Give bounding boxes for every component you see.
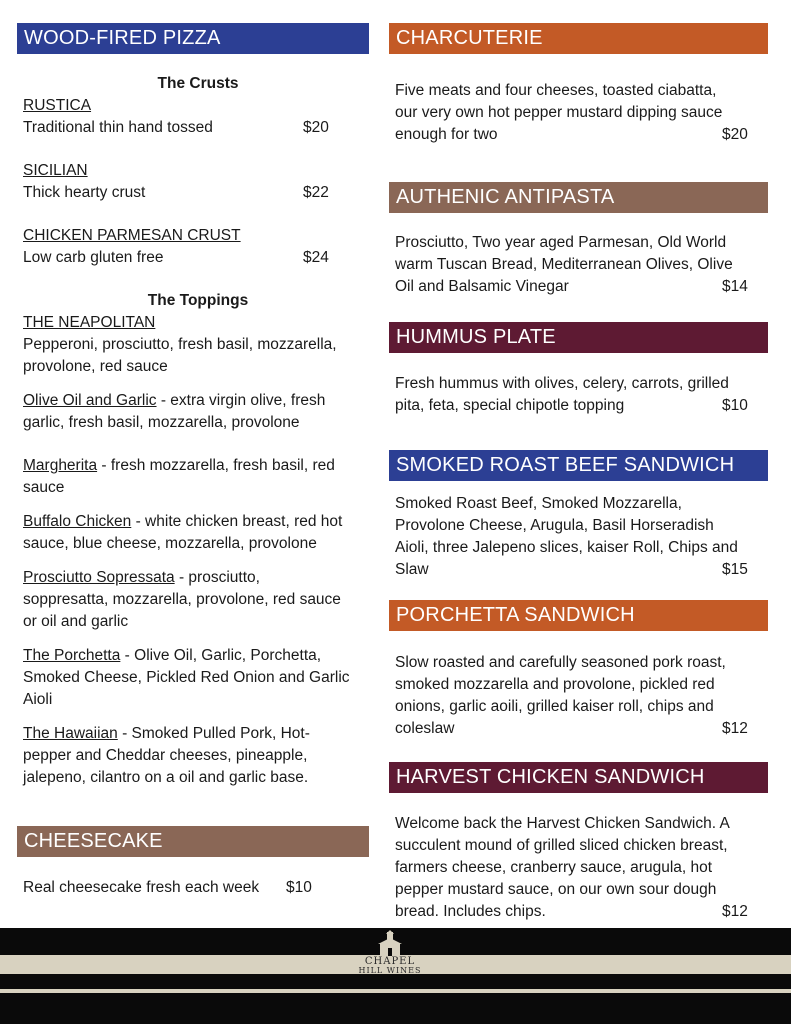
cheesecake-desc: Real cheesecake fresh each week xyxy=(23,879,260,896)
crust-chicken-parmesan-price: $24 xyxy=(303,249,329,266)
charcuterie-header: CHARCUTERIE xyxy=(389,23,768,54)
cheesecake-header: CHEESECAKE xyxy=(17,826,369,857)
topping-sopressata-desc: - prosciutto, xyxy=(174,569,260,586)
topping-hawaiian-line1 xyxy=(23,723,310,745)
topping-buffalo-name: Buffalo Chicken xyxy=(23,513,132,530)
crust-sicilian-desc: Thick hearty crust xyxy=(23,184,146,201)
toppings-title: The Toppings xyxy=(147,292,249,309)
antipasta-price: $14 xyxy=(722,278,748,295)
topping-sopressata-name: Prosciutto Sopressata xyxy=(23,569,175,586)
antipasta-line1: Prosciutto, Two year aged Parmesan, Old World xyxy=(395,234,727,251)
hummus-header: HUMMUS PLATE xyxy=(389,322,768,353)
chapel-hill-wines-logo xyxy=(340,930,440,976)
roast-beef-price: $15 xyxy=(722,561,748,578)
roast-beef-header: SMOKED ROAST BEEF SANDWICH xyxy=(389,450,768,481)
topping-porchetta-line3: Aioli xyxy=(23,691,53,708)
porchetta-line3: onions, garlic aoili, grilled kaiser roll, chips and xyxy=(395,698,714,715)
crust-chicken-parmesan-name: CHICKEN PARMESAN CRUST xyxy=(23,227,241,244)
crust-sicilian-name: SICILIAN xyxy=(23,162,88,179)
topping-neapolitan-line1: Pepperoni, prosciutto, fresh basil, mozzarella, xyxy=(23,336,337,353)
harvest-chicken-header: HARVEST CHICKEN SANDWICH xyxy=(389,762,768,793)
topping-neapolitan-name: THE NEAPOLITAN xyxy=(23,314,156,331)
roast-beef-line4: Slaw xyxy=(395,561,429,578)
topping-olive-oil-name: Olive Oil and Garlic xyxy=(23,392,157,409)
porchetta-header: PORCHETTA SANDWICH xyxy=(389,600,768,631)
charcuterie-line1: Five meats and four cheeses, toasted ciabatta, xyxy=(395,82,717,99)
harvest-chicken-line1: Welcome back the Harvest Chicken Sandwich. A xyxy=(395,815,730,832)
antipasta-header: AUTHENIC ANTIPASTA xyxy=(389,182,768,213)
topping-sopressata-line3: or oil and garlic xyxy=(23,613,129,630)
charcuterie-line2: our very own hot pepper mustard dipping sauce xyxy=(395,104,723,121)
topping-margherita-line2: sauce xyxy=(23,479,65,496)
topping-buffalo-line1 xyxy=(23,511,342,533)
topping-margherita-desc: - fresh mozzarella, fresh basil, red xyxy=(97,457,335,474)
footer-bottom-stripe xyxy=(0,989,791,993)
topping-sopressata-line2: soppresatta, mozzarella, provolone, red sauce xyxy=(23,591,341,608)
antipasta-line2: warm Tuscan Bread, Mediterranean Olives, Olive xyxy=(395,256,733,273)
harvest-chicken-price: $12 xyxy=(722,903,748,920)
harvest-chicken-line4: pepper mustard sauce, on our own sour dough xyxy=(395,881,717,898)
cheesecake-price: $10 xyxy=(286,879,312,896)
wood-fired-pizza-header: WOOD-FIRED PIZZA xyxy=(17,23,369,54)
topping-margherita-name: Margherita xyxy=(23,457,98,474)
topping-porchetta-line2: Smoked Cheese, Pickled Red Onion and Garlic xyxy=(23,669,350,686)
porchetta-line4: coleslaw xyxy=(395,720,455,737)
porchetta-line2: smoked mozzarella and provolone, pickled red xyxy=(395,676,715,693)
crust-sicilian-price: $22 xyxy=(303,184,329,201)
crust-chicken-parmesan-desc: Low carb gluten free xyxy=(23,249,164,266)
crust-rustica-price: $20 xyxy=(303,119,329,136)
roast-beef-line1: Smoked Roast Beef, Smoked Mozzarella, xyxy=(395,495,682,512)
hummus-line1: Fresh hummus with olives, celery, carrots, grilled xyxy=(395,375,729,392)
topping-hawaiian-line2: pepper and Cheddar cheeses, pineapple, xyxy=(23,747,308,764)
crusts-title: The Crusts xyxy=(157,75,239,92)
topping-hawaiian-name: The Hawaiian xyxy=(23,725,118,742)
charcuterie-line3: enough for two xyxy=(395,126,498,143)
porchetta-price: $12 xyxy=(722,720,748,737)
harvest-chicken-line2: succulent mound of grilled sliced chicken breast, xyxy=(395,837,728,854)
harvest-chicken-line5: bread. Includes chips. xyxy=(395,903,546,920)
roast-beef-line3: Aioli, three Jalepeno slices, kaiser Roll, Chips and xyxy=(395,539,738,556)
topping-neapolitan-line2: provolone, red sauce xyxy=(23,358,168,375)
topping-olive-oil-line2: garlic, fresh basil, mozzarella, provolone xyxy=(23,414,300,431)
topping-porchetta-desc: - Olive Oil, Garlic, Porchetta, xyxy=(120,647,322,664)
porchetta-line1: Slow roasted and carefully seasoned pork roast, xyxy=(395,654,726,671)
topping-olive-oil-desc: - extra virgin olive, fresh xyxy=(156,392,326,409)
topping-buffalo-desc: - white chicken breast, red hot xyxy=(131,513,343,530)
topping-margherita-line1 xyxy=(23,455,335,477)
crust-rustica-desc: Traditional thin hand tossed xyxy=(23,119,213,136)
topping-hawaiian-desc: - Smoked Pulled Pork, Hot- xyxy=(117,725,310,742)
logo-line2: HILL WINES xyxy=(358,966,422,975)
chapel-icon xyxy=(370,930,410,956)
charcuterie-price: $20 xyxy=(722,126,748,143)
topping-hawaiian-line3: jalepeno, cilantro on a oil and garlic base. xyxy=(23,769,309,786)
crust-rustica-name: RUSTICA xyxy=(23,97,92,114)
topping-porchetta-line1 xyxy=(23,645,321,667)
logo-line1: CHAPEL xyxy=(364,956,416,967)
hummus-price: $10 xyxy=(722,397,748,414)
topping-porchetta-name: The Porchetta xyxy=(23,647,121,664)
topping-sopressata-line1 xyxy=(23,567,260,589)
topping-buffalo-line2: sauce, blue cheese, mozzarella, provolone xyxy=(23,535,317,552)
hummus-line2: pita, feta, special chipotle topping xyxy=(395,397,625,414)
topping-olive-oil-line1 xyxy=(23,390,325,412)
antipasta-line3: Oil and Balsamic Vinegar xyxy=(395,278,569,295)
roast-beef-line2: Provolone Cheese, Arugula, Basil Horseradish xyxy=(395,517,714,534)
harvest-chicken-line3: farmers cheese, cranberry sauce, arugula, hot xyxy=(395,859,713,876)
